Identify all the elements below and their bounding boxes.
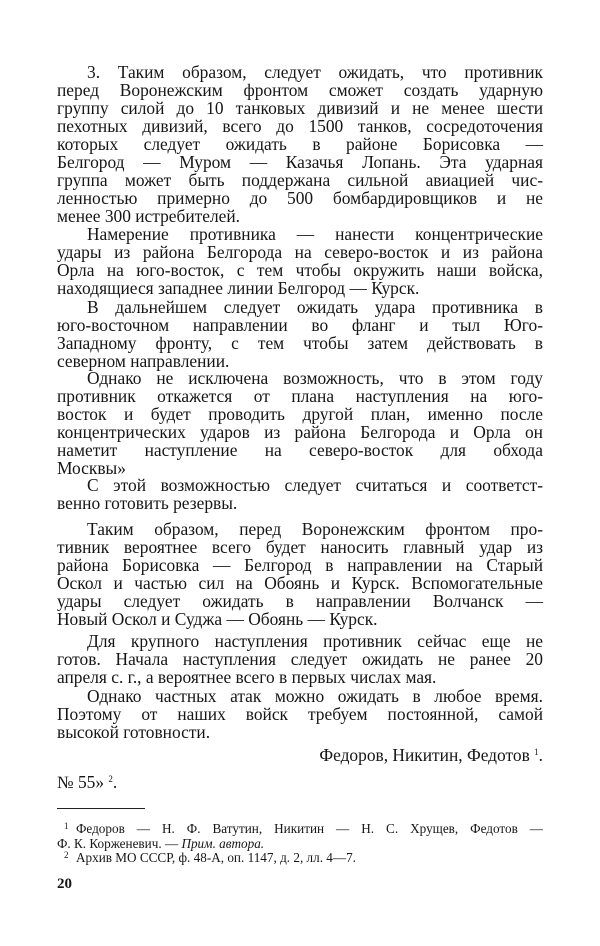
paragraph-1-line: пехотных дивизий, всего до 1500 танков, сосредоточения: [57, 116, 543, 136]
footnote-ref-2[interactable]: 2: [108, 774, 113, 784]
footnote-1-author-note: Прим. автора.: [181, 836, 265, 851]
signature-names: Федоров, Никитин, Федотов: [319, 745, 530, 765]
paragraph-6-line: Новый Оскол и Суджа — Обоянь — Курск.: [57, 609, 378, 629]
paragraph-8-line: высокой готовности.: [57, 722, 211, 742]
paragraph-6-line: удары следует ожидать в направлении Волчанск —: [57, 591, 543, 611]
footnote-ref-1[interactable]: 1: [534, 747, 539, 757]
paragraph-1-line: 3. Таким образом, следует ожидать, что противник: [87, 62, 543, 82]
paragraph-6-line: района Борисовка — Белгород в направлении на Старый: [57, 555, 543, 575]
paragraph-2-line: Намерение противника — нанести концентрические: [87, 224, 543, 244]
paragraph-7-line: Для крупного наступления противник сейчас еще не: [87, 631, 543, 651]
signature-period: .: [538, 745, 543, 765]
paragraph-6-line: тивник вероятнее всего будет наносить главный удар из: [57, 537, 543, 557]
footnote-1-text: Федоров — Н. Ф. Ватутин, Никитин — Н. С. Хрущев, Федотов —: [76, 821, 543, 836]
paragraph-3-line: северном направлении.: [57, 351, 230, 371]
paragraph-6-line: Таким образом, перед Воронежским фронтом про-: [87, 519, 543, 539]
footnote-2: 2 Архив МО СССР, ф. 48-А, оп. 1147, д. 2, лл. 4—7.: [64, 850, 356, 865]
paragraph-7-line: апреля с. г., а вероятнее всего в первых числах мая.: [57, 667, 437, 687]
paragraph-3-line: юго-восточном направлении во фланг и тыл Юго-: [57, 315, 543, 335]
paragraph-2-line: удары из района Белгорода на северо-восток и из района: [57, 242, 543, 262]
paragraph-1-line: Белгород — Муром — Казачья Лопань. Эта ударная: [57, 152, 543, 172]
paragraph-8-line: Поэтому от наших войск требуем постоянной, самой: [57, 704, 543, 724]
paragraph-1-line: ленностью примерно до 500 бомбардировщиков и не: [57, 188, 543, 208]
paragraph-1-line: группа может быть поддержана сильной авиацией чис-: [57, 170, 543, 190]
paragraph-3-line: В дальнейшем следует ожидать удара противника в: [87, 297, 543, 317]
paragraph-4-line: восток и будет проводить другой план, именно после: [57, 404, 543, 424]
footnote-1-line-1: 1 Федоров — Н. Ф. Ватутин, Никитин — Н. С. Хрущев, Федотов —: [64, 821, 543, 836]
paragraph-7-line: готов. Начала наступления следует ожидать не ранее 20: [57, 649, 543, 669]
document-number-text: № 55»: [57, 772, 105, 792]
document-number-period: .: [112, 772, 118, 792]
document-number: [57, 773, 117, 791]
paragraph-1-line: которых следует ожидать в районе Борисовка —: [57, 134, 543, 154]
paragraph-4-line: Однако не исключена возможность, что в этом году: [87, 368, 543, 388]
paragraph-5-line: С этой возможностью следует считаться и соответст-: [87, 475, 543, 495]
page-number: 20: [57, 876, 72, 892]
paragraph-2-line: Орла на юго-восток, с тем чтобы окружить наши войска,: [57, 260, 543, 280]
paragraph-4-line: Москвы»: [57, 458, 126, 478]
signature: [319, 746, 543, 764]
paragraph-1-line: перед Воронежским фронтом сможет создать ударную: [57, 80, 543, 100]
paragraph-6-line: Оскол и частью сил на Обоянь и Курск. Вспомогательные: [57, 573, 543, 593]
paragraph-5-line: венно готовить резервы.: [57, 493, 238, 513]
footnote-1-text-cont: Ф. К. Корженевич. —: [57, 836, 182, 851]
paragraph-1-line: группу силой до 10 танковых дивизий и не менее шести: [57, 98, 543, 118]
paragraph-4-line: противник откажется от плана наступления на юго-: [57, 386, 543, 406]
paragraph-1-line: менее 300 истребителей.: [57, 206, 241, 226]
footnote-divider: [57, 808, 145, 809]
footnote-2-text: Архив МО СССР, ф. 48-А, оп. 1147, д. 2, лл. 4—7.: [76, 850, 356, 865]
paragraph-4-line: концентрических ударов из района Белгорода и Орла он: [57, 422, 543, 442]
paragraph-4-line: наметит наступление на северо-восток для обхода: [57, 440, 543, 460]
paragraph-3-line: Западному фронту, с тем чтобы затем действовать в: [57, 333, 543, 353]
paragraph-8-line: Однако частных атак можно ожидать в любое время.: [87, 686, 543, 706]
paragraph-2-line: находящиеся западнее линии Белгород — Курск.: [57, 278, 420, 298]
